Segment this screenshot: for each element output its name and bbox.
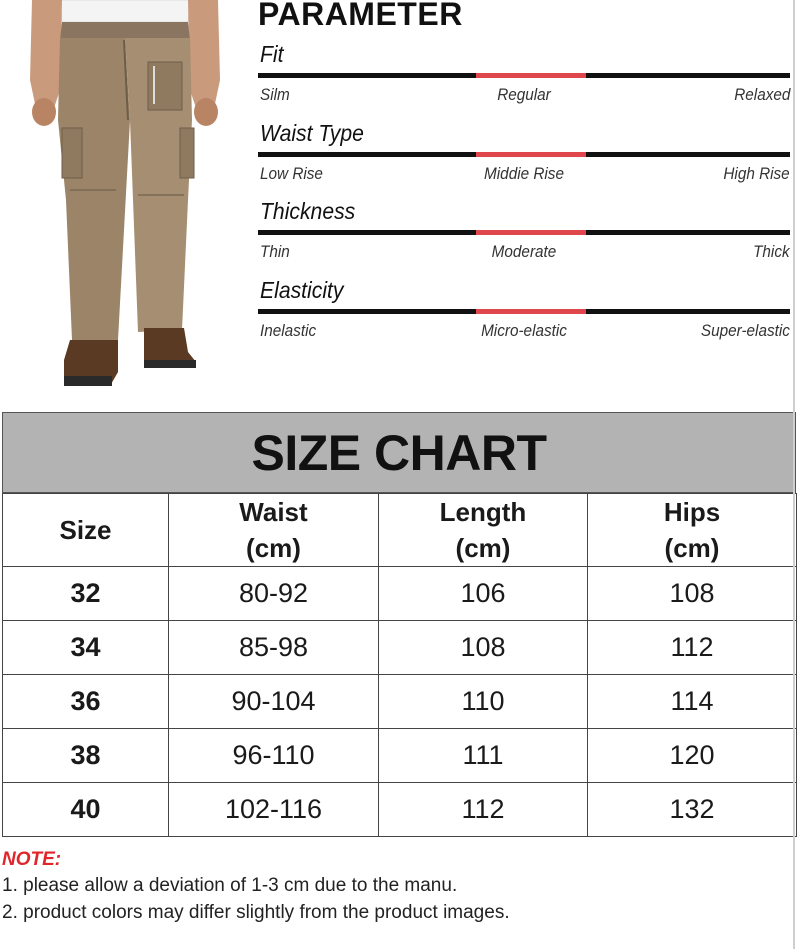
table-row — [3, 567, 797, 621]
hips-cell: 120 — [588, 729, 797, 783]
table-row — [3, 729, 797, 783]
column-header-waist — [169, 494, 379, 567]
parameter-title: PARAMETER — [258, 0, 463, 32]
param-option: Low Rise — [260, 164, 323, 183]
param-scale-bar — [258, 309, 790, 314]
selected-marker — [476, 152, 586, 157]
param-option: Inelastic — [260, 321, 317, 340]
length-cell: 106 — [379, 567, 588, 621]
param-option: High Rise — [723, 164, 790, 183]
size-chart-title: SIZE CHART — [251, 424, 547, 481]
note-line: 2. product colors may differ slightly from the product images. — [2, 902, 510, 923]
waist-cell: 90-104 — [169, 675, 379, 729]
size-cell: 32 — [3, 567, 169, 621]
column-header-hips — [588, 494, 797, 567]
length-cell: 108 — [379, 621, 588, 675]
param-option: Silm — [260, 85, 290, 104]
param-name: Waist Type — [260, 120, 364, 146]
length-cell: 112 — [379, 783, 588, 837]
param-option: Super-elastic — [700, 321, 790, 340]
param-row-elasticity — [258, 276, 790, 354]
selected-marker — [476, 230, 586, 235]
param-name: Thickness — [260, 198, 356, 224]
header-unit: (cm) — [246, 533, 301, 563]
size-chart — [2, 412, 796, 837]
param-row-fit — [258, 40, 790, 118]
size-chart-header — [2, 412, 796, 493]
param-row-waist-type — [258, 119, 790, 197]
param-name: Elasticity — [260, 277, 344, 303]
param-row-thickness — [258, 197, 790, 275]
hips-cell: 114 — [588, 675, 797, 729]
param-option: Thick — [753, 242, 790, 261]
length-cell: 110 — [379, 675, 588, 729]
length-cell: 111 — [379, 729, 588, 783]
waist-cell: 85-98 — [169, 621, 379, 675]
note-title: NOTE: — [2, 849, 62, 870]
header-label: Hips — [663, 497, 721, 527]
size-cell: 36 — [3, 675, 169, 729]
selected-marker — [476, 309, 586, 314]
param-option: Thin — [260, 242, 290, 261]
page-edge-divider — [793, 0, 795, 949]
size-cell: 40 — [3, 783, 169, 837]
param-name: Fit — [260, 41, 284, 67]
hips-cell: 132 — [588, 783, 797, 837]
header-unit: (cm) — [455, 533, 511, 563]
param-scale-bar — [258, 230, 790, 235]
param-scale-bar — [258, 152, 790, 157]
product-image — [20, 0, 230, 400]
table-row — [3, 783, 797, 837]
hips-cell: 108 — [588, 567, 797, 621]
param-option-selected: Moderate — [491, 242, 557, 261]
param-option-selected: Middie Rise — [484, 164, 564, 183]
column-header-size — [3, 494, 169, 567]
param-option-selected: Regular — [497, 85, 551, 104]
table-row — [3, 675, 797, 729]
column-header-length — [379, 494, 588, 567]
cargo-pants-illustration — [20, 0, 230, 400]
param-option-selected: Micro-elastic — [481, 321, 567, 340]
note-line: 1. please allow a deviation of 1-3 cm due to the manu. — [2, 875, 458, 896]
table-row — [3, 621, 797, 675]
size-cell: 38 — [3, 729, 169, 783]
header-label: Size — [59, 515, 112, 545]
param-option: Relaxed — [733, 85, 790, 104]
header-label: Length — [439, 497, 527, 527]
waist-cell: 96-110 — [169, 729, 379, 783]
table-header-row — [3, 494, 797, 567]
waist-cell: 102-116 — [169, 783, 379, 837]
param-scale-bar — [258, 73, 790, 78]
note-section — [2, 848, 510, 926]
size-cell: 34 — [3, 621, 169, 675]
size-table — [2, 493, 797, 837]
header-unit: (cm) — [664, 533, 720, 563]
hips-cell: 112 — [588, 621, 797, 675]
selected-marker — [476, 73, 586, 78]
header-label: Waist — [239, 497, 308, 527]
waist-cell: 80-92 — [169, 567, 379, 621]
